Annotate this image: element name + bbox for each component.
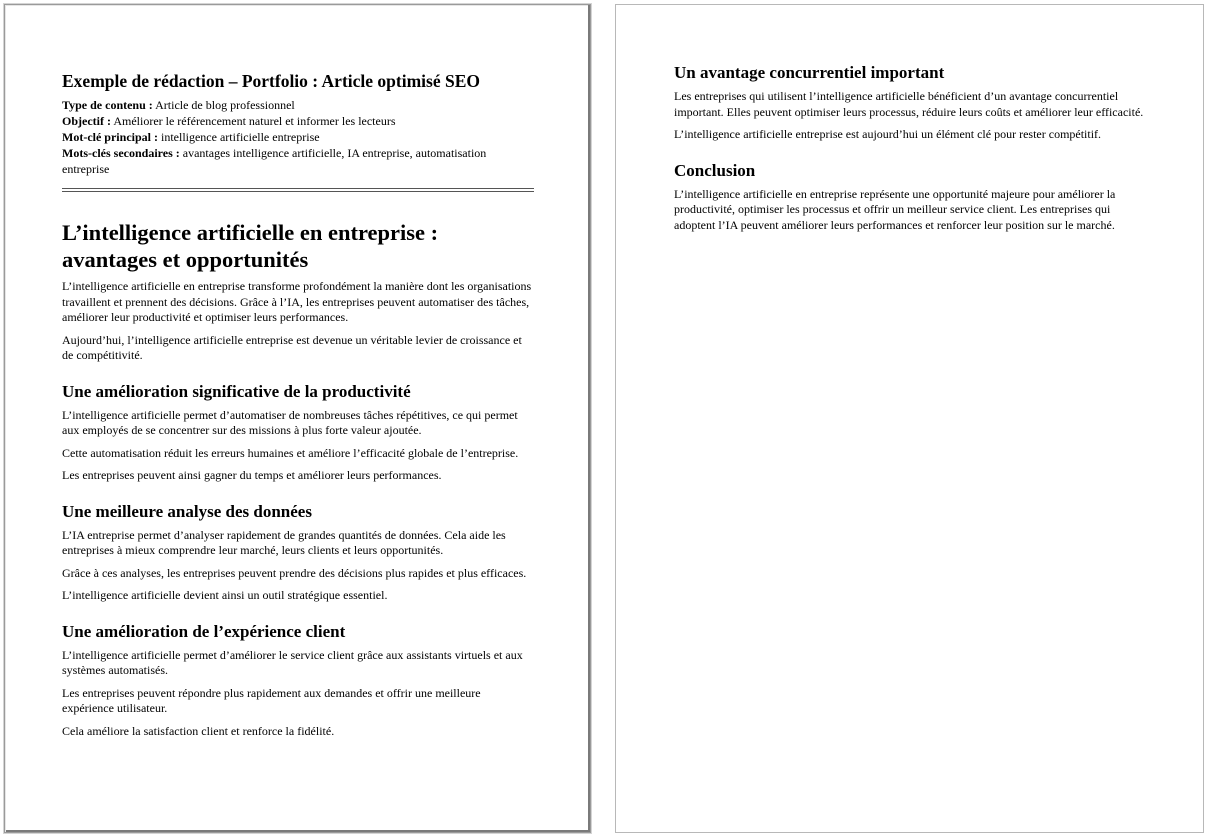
double-rule-divider [62, 188, 534, 192]
section-paragraph: L’intelligence artificielle entreprise est aujourd’hui un élément clé pour rester compétitif. [674, 127, 1102, 141]
meta-line-secondary-keywords [62, 145, 534, 177]
meta-value: Article de blog professionnel [152, 98, 295, 112]
meta-label: Mots-clés secondaires : [62, 146, 180, 160]
meta-value: intelligence artificielle entreprise [157, 130, 320, 144]
section-paragraph: L’intelligence artificielle permet d’améliorer le service client grâce aux assistants virtuels et aux systèmes automatisés. [62, 647, 523, 677]
section-paragraph: Cela améliore la satisfaction client et renforce la fidélité. [62, 723, 335, 738]
meta-value: avantages intelligence artificielle, IA entreprise, automatisation entreprise [62, 146, 487, 176]
section-productivity [62, 382, 534, 484]
meta-label: Mot-clé principal : [62, 130, 158, 144]
section-heading: Un avantage concurrentiel important [674, 63, 945, 82]
section-competitive-advantage [674, 63, 1154, 143]
page-2-content [674, 63, 1154, 240]
section-heading: Une amélioration significative de la productivité [62, 381, 411, 401]
page-1-content [62, 71, 534, 746]
section-conclusion [674, 161, 1154, 234]
meta-line-objective [62, 113, 534, 129]
section-paragraph: L’intelligence artificielle permet d’automatiser de nombreuses tâches répétitives, ce qui permet aux employés de se concentrer sur des missions à plus forte valeur ajoutée. [62, 407, 518, 437]
section-paragraph: Les entreprises peuvent ainsi gagner du temps et améliorer leurs performances. [62, 468, 442, 482]
meta-value: Améliorer le référencement naturel et informer les lecteurs [110, 114, 396, 128]
article-title: L’intelligence artificielle en entreprise : avantages et opportunités [62, 220, 439, 272]
section-paragraph: L’IA entreprise permet d’analyser rapidement de grandes quantités de données. Cela aide les entreprises à mieux comprendre leur marché, leurs clients et leurs opportunités. [62, 527, 506, 557]
section-paragraph: Les entreprises qui utilisent l’intelligence artificielle bénéficient d’un avantage concurrentiel important. Elles peuvent optimiser leurs processus, réduire leurs coûts et améliorer leur efficacité. [674, 89, 1144, 119]
section-customer-experience [62, 622, 534, 740]
document-page-1 [4, 4, 591, 833]
section-paragraph: Grâce à ces analyses, les entreprises peuvent prendre des décisions plus rapides et plus efficaces. [62, 565, 527, 580]
section-paragraph: L’intelligence artificielle en entreprise représente une opportunité majeure pour améliorer la productivité, optimiser les processus et offrir un meilleur service client. Les entreprises qui adoptent l’IA peuvent améliorer leurs performances et renforcer leur position sur le marché. [674, 186, 1116, 232]
section-heading: Conclusion [674, 160, 756, 180]
document-page-2 [615, 4, 1204, 833]
meta-line-main-keyword [62, 129, 534, 145]
section-paragraph: L’intelligence artificielle devient ainsi un outil stratégique essentiel. [62, 588, 388, 602]
meta-label: Objectif : [62, 114, 111, 128]
section-heading: Une amélioration de l’expérience client [62, 621, 346, 641]
section-data-analysis [62, 502, 534, 604]
intro-paragraph: Aujourd’hui, l’intelligence artificielle entreprise est devenue un véritable levier de croissance et de compétitivité. [62, 332, 522, 362]
intro-paragraph: L’intelligence artificielle en entreprise transforme profondément la manière dont les organisations travaillent et prennent des décisions. Grâce à l’IA, les entreprises peuvent automatiser des tâches, améliorer leur productivité et optimiser leurs performances. [62, 279, 532, 324]
meta-line-content-type [62, 97, 534, 113]
section-paragraph: Cette automatisation réduit les erreurs humaines et améliore l’efficacité globale de l’entreprise. [62, 445, 519, 460]
section-paragraph: Les entreprises peuvent répondre plus rapidement aux demandes et offrir une meilleure expérience utilisateur. [62, 685, 481, 715]
section-heading: Une meilleure analyse des données [62, 501, 312, 521]
meta-label: Type de contenu : [62, 98, 153, 112]
portfolio-header-title: Exemple de rédaction – Portfolio : Article optimisé SEO [62, 71, 480, 91]
